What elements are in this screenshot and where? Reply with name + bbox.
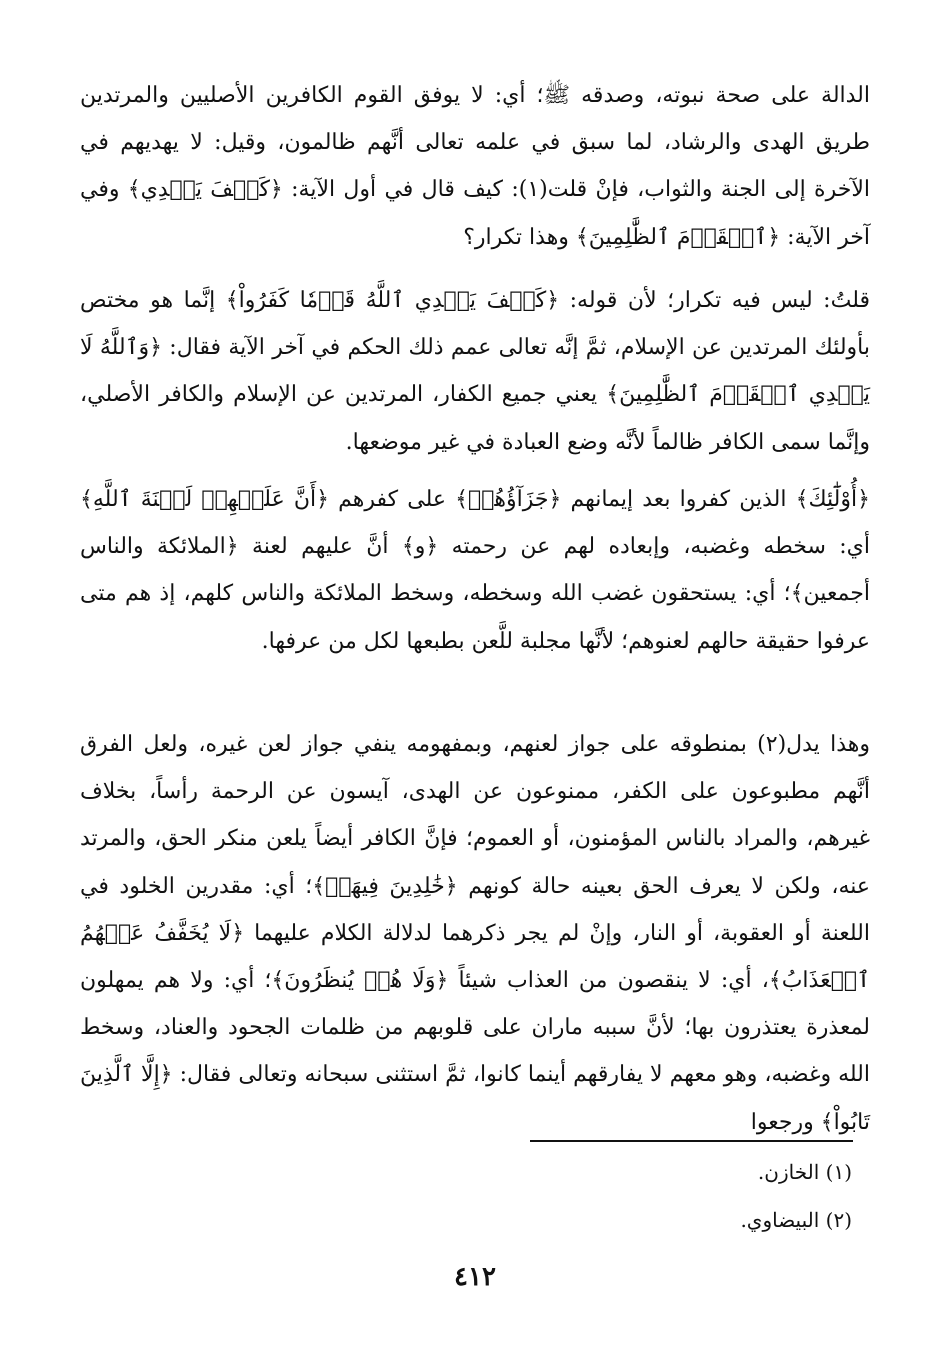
paragraph-3: ﴿أُوْلَٰٓئِكَ﴾ الذين كفروا بعد إيمانهم ﴿جَزَآؤُهُمۡ﴾ على كفرهم ﴿أَنَّ عَلَيۡهِمۡ لَعۡنَةَ ٱللَّهِ﴾ أي: سخطه وغضبه، وإبعاده لهم عن رحمته ﴿و﴾ أنَّ عليهم لعنة ﴿الملائكة والناس أجمعين﴾؛ أي: يستحقون غضب الله وسخطه، وسخط الملائكة والناس كلهم، إذ هم متى عرفوا حقيقة حالهم لعنوهم؛ لأنَّها مجلبة للَّعن بطبعها لكل من عرفها. xyxy=(80,487,870,654)
footnote-divider xyxy=(530,1140,853,1142)
paragraph-4: وهذا يدل(٢) بمنطوقه على جواز لعنهم، وبمفهومه ينفي جواز لعن غيره، ولعل الفرق أنَّهم مطبوعون على الكفر، ممنوعون عن الهدى، آيسون عن الرحمة رأساً، بخلاف غيرهم، والمراد بالناس المؤمنون، أو العموم؛ فإنَّ الكافر أيضاً يلعن منكر الحق، والمرتد عنه، ولكن لا يعرف الحق بعينه حالة كونهم ﴿خَٰلِدِينَ فِيهَاۖ﴾؛ أي: مقدرين الخلود في اللعنة أو العقوبة، أو النار، وإنْ لم يجر ذكرهما لدلالة الكلام عليهما ﴿لَا يُخَفَّفُ عَنۡهُمُ ٱلۡعَذَابُ﴾، أي: لا ينقصون من العذاب شيئاً ﴿وَلَا هُمۡ يُنظَرُونَ﴾؛ أي: ولا هم يمهلون لمعذرة يعتذرون بها؛ لأنَّ سببه ماران على قلوبهم من ظلمات الجحود والعناد، وسخط الله وغضبه، وهو معهم لا يفارقهم أينما كانوا، ثمَّ استثنى سبحانه وتعالى فقال: ﴿إِلَّا ٱلَّذِينَ تَابُواْ﴾ ورجعوا xyxy=(80,732,871,1135)
paragraph-1: الدالة على صحة نبوته، وصدقه ﷺ؛ أي: لا يوفق القوم الكافرين الأصليين والمرتدين طريق الهدى والرشاد، لما سبق في علمه تعالى أنَّهم ظالمون، وقيل: لا يهديهم في الآخرة إلى الجنة والثواب، فإنْ قلت(١): كيف قال في أول الآية: ﴿كَيۡفَ يَهۡدِي﴾ وفي آخر الآية: ﴿ٱلۡقَوۡمَ ٱلظَّٰلِمِينَ﴾ وهذا تكرار؟ xyxy=(80,83,870,250)
paragraph-2: قلتُ: ليس فيه تكرار؛ لأن قوله: ﴿كَيۡفَ يَهۡدِي ٱللَّهُ قَوۡمٗا كَفَرُواْ﴾ إنَّما هو مختص بأولئك المرتدين عن الإسلام، ثمَّ إنَّه تعالى عمم ذلك الحكم في آخر الآية فقال: ﴿وَٱللَّهُ لَا يَهۡدِي ٱلۡقَوۡمَ ٱلظَّٰلِمِينَ﴾ يعني جميع الكفار، المرتدين عن الإسلام والكافر الأصلي، وإنَّما سمى الكافر ظالماً لأنَّه وضع العبادة في غير موضعها. xyxy=(80,288,870,455)
page-number: ٤١٢ xyxy=(454,1262,496,1292)
footnote-2: (٢) البيضاوي. xyxy=(740,1208,852,1232)
footnote-1: (١) الخازن. xyxy=(757,1160,852,1184)
